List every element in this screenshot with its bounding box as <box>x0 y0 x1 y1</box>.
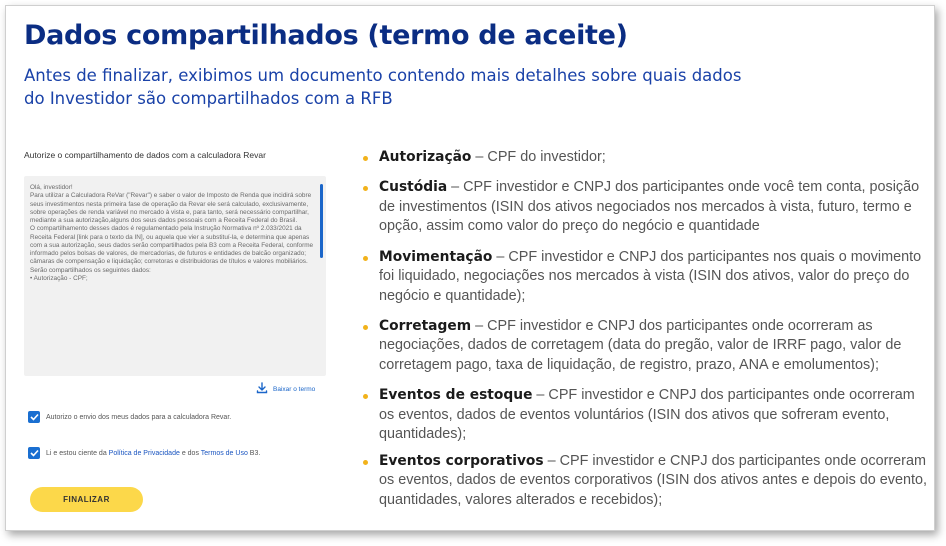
checkmark-icon <box>30 413 39 421</box>
terms-label-middle: e dos <box>179 449 201 457</box>
list-item-text: – CPF investidor e CNPJ dos participantes onde ocorreram os eventos, dados de eventos corporativos (ISIN dos ativos antes e depois do evento, quantidades, valores alterados e recebidos); <box>379 452 927 508</box>
page-title: Dados compartilhados (termo de aceite) <box>24 20 628 51</box>
list-item-title: Custódia <box>379 179 448 196</box>
consent-heading: Autorize o compartilhamento de dados com a calculadora Revar <box>24 150 266 160</box>
authorize-checkbox-row[interactable] <box>28 411 231 423</box>
bullet-icon <box>363 460 368 465</box>
list-item-text: – CPF investidor e CNPJ dos participantes onde ocorreram os eventos, dados de eventos voluntários (ISIN dos ativos que sofreram evento, quantidades); <box>379 387 915 443</box>
shared-data-list <box>363 148 933 521</box>
terms-checkbox[interactable] <box>28 447 40 459</box>
authorize-checkbox[interactable] <box>28 411 40 423</box>
bullet-icon <box>363 256 368 261</box>
list-item <box>363 317 933 376</box>
terms-checkbox-row[interactable] <box>28 447 260 459</box>
list-item-title: Eventos de estoque <box>379 387 533 404</box>
term-line: Para utilizar a Calculadora ReVar ("Revar") e saber o valor de Imposto de Renda que incidirá sobre seus investimentos nesta primeira fase de operação da Revar ele será calculado, exclusivamente, sobre operações de renda variável no mercado à vista e, para tanto, será necessário compartilhar, mediante a sua autorização,alguns dos seus dados pessoais com a Receita Federal do Brasil. <box>30 192 312 224</box>
list-item-text: – CPF investidor e CNPJ dos participantes onde você tem conta, posição de investimentos (ISIN dos ativos negociados nos mercados à vista, futuro, termo e opção, assim como valor do preço do negócio e quantidade <box>379 179 920 235</box>
list-item-text: – CPF do investidor; <box>471 149 606 165</box>
term-text-box[interactable] <box>24 176 326 376</box>
term-line: Olá, investidor! <box>30 184 73 191</box>
bullet-icon <box>363 186 368 191</box>
slide-frame <box>5 5 935 531</box>
term-line: O compartilhamento desses dados é regulamentado pela Instrução Normativa nº 2.033/2021 da Receita Federal [link para o texto da IN], ou aquela que vier a substituí-la, e determina que apenas com a sua autorização, seus dados serão compartilhados pela B3 com a Receita Federal, conforme informado pelos bolsas de valores, de mercadorias, de futuros e entidades de balcão organizado; câmaras de compensação e liquidação; corretoras e distribuidoras de títulos e valores mobiliários. <box>30 225 314 266</box>
terms-label-suffix: B3. <box>247 449 261 457</box>
list-item-text: – CPF investidor e CNPJ dos participantes onde ocorreram as negociações, dados de corretagem (data do pregão, valor de IRRF pago, valor de corretagem pago, taxa de liquidação, de registro, prazo, ANA e emolumentos); <box>379 317 902 373</box>
term-text <box>30 184 314 283</box>
list-item <box>363 386 933 445</box>
checkmark-icon <box>30 449 39 457</box>
download-icon <box>256 382 268 396</box>
bullet-icon <box>363 325 368 330</box>
list-item <box>363 452 933 511</box>
privacy-policy-link[interactable]: Política de Privacidade <box>108 449 180 457</box>
authorize-checkbox-label: Autorizo o envio dos meus dados para a calculadora Revar. <box>46 413 232 421</box>
list-item <box>363 248 933 307</box>
terms-label-prefix: Li e estou ciente da <box>46 449 109 457</box>
list-item <box>363 178 933 237</box>
bullet-icon <box>363 156 368 161</box>
download-label: Baixar o termo <box>273 385 316 393</box>
scrollbar-thumb[interactable] <box>320 184 323 258</box>
list-item-title: Movimentação <box>379 248 493 265</box>
terms-checkbox-label <box>46 450 260 457</box>
terms-of-use-link[interactable]: Termos de Uso <box>200 449 248 457</box>
term-line: • Autorização - CPF; <box>30 274 88 282</box>
bullet-icon <box>363 394 368 399</box>
page-subtitle: Antes de finalizar, exibimos um documento contendo mais detalhes sobre quais dados do Investidor são compartilhados com a RFB <box>24 66 742 108</box>
list-item-text: – CPF investidor e CNPJ dos participantes nos quais o movimento foi liquidado, negociações nos mercados à vista (ISIN dos ativos, valor do preço do negócio e quantidade); <box>379 248 922 304</box>
term-line: Serão compartilhados os seguintes dados: <box>30 266 151 274</box>
list-item-title: Eventos corporativos <box>379 452 544 469</box>
finalize-button[interactable]: FINALIZAR <box>30 487 143 512</box>
list-item-title: Autorização <box>379 149 472 165</box>
list-item <box>363 148 933 168</box>
download-term-link[interactable] <box>256 382 315 396</box>
list-item-title: Corretagem <box>379 317 472 334</box>
